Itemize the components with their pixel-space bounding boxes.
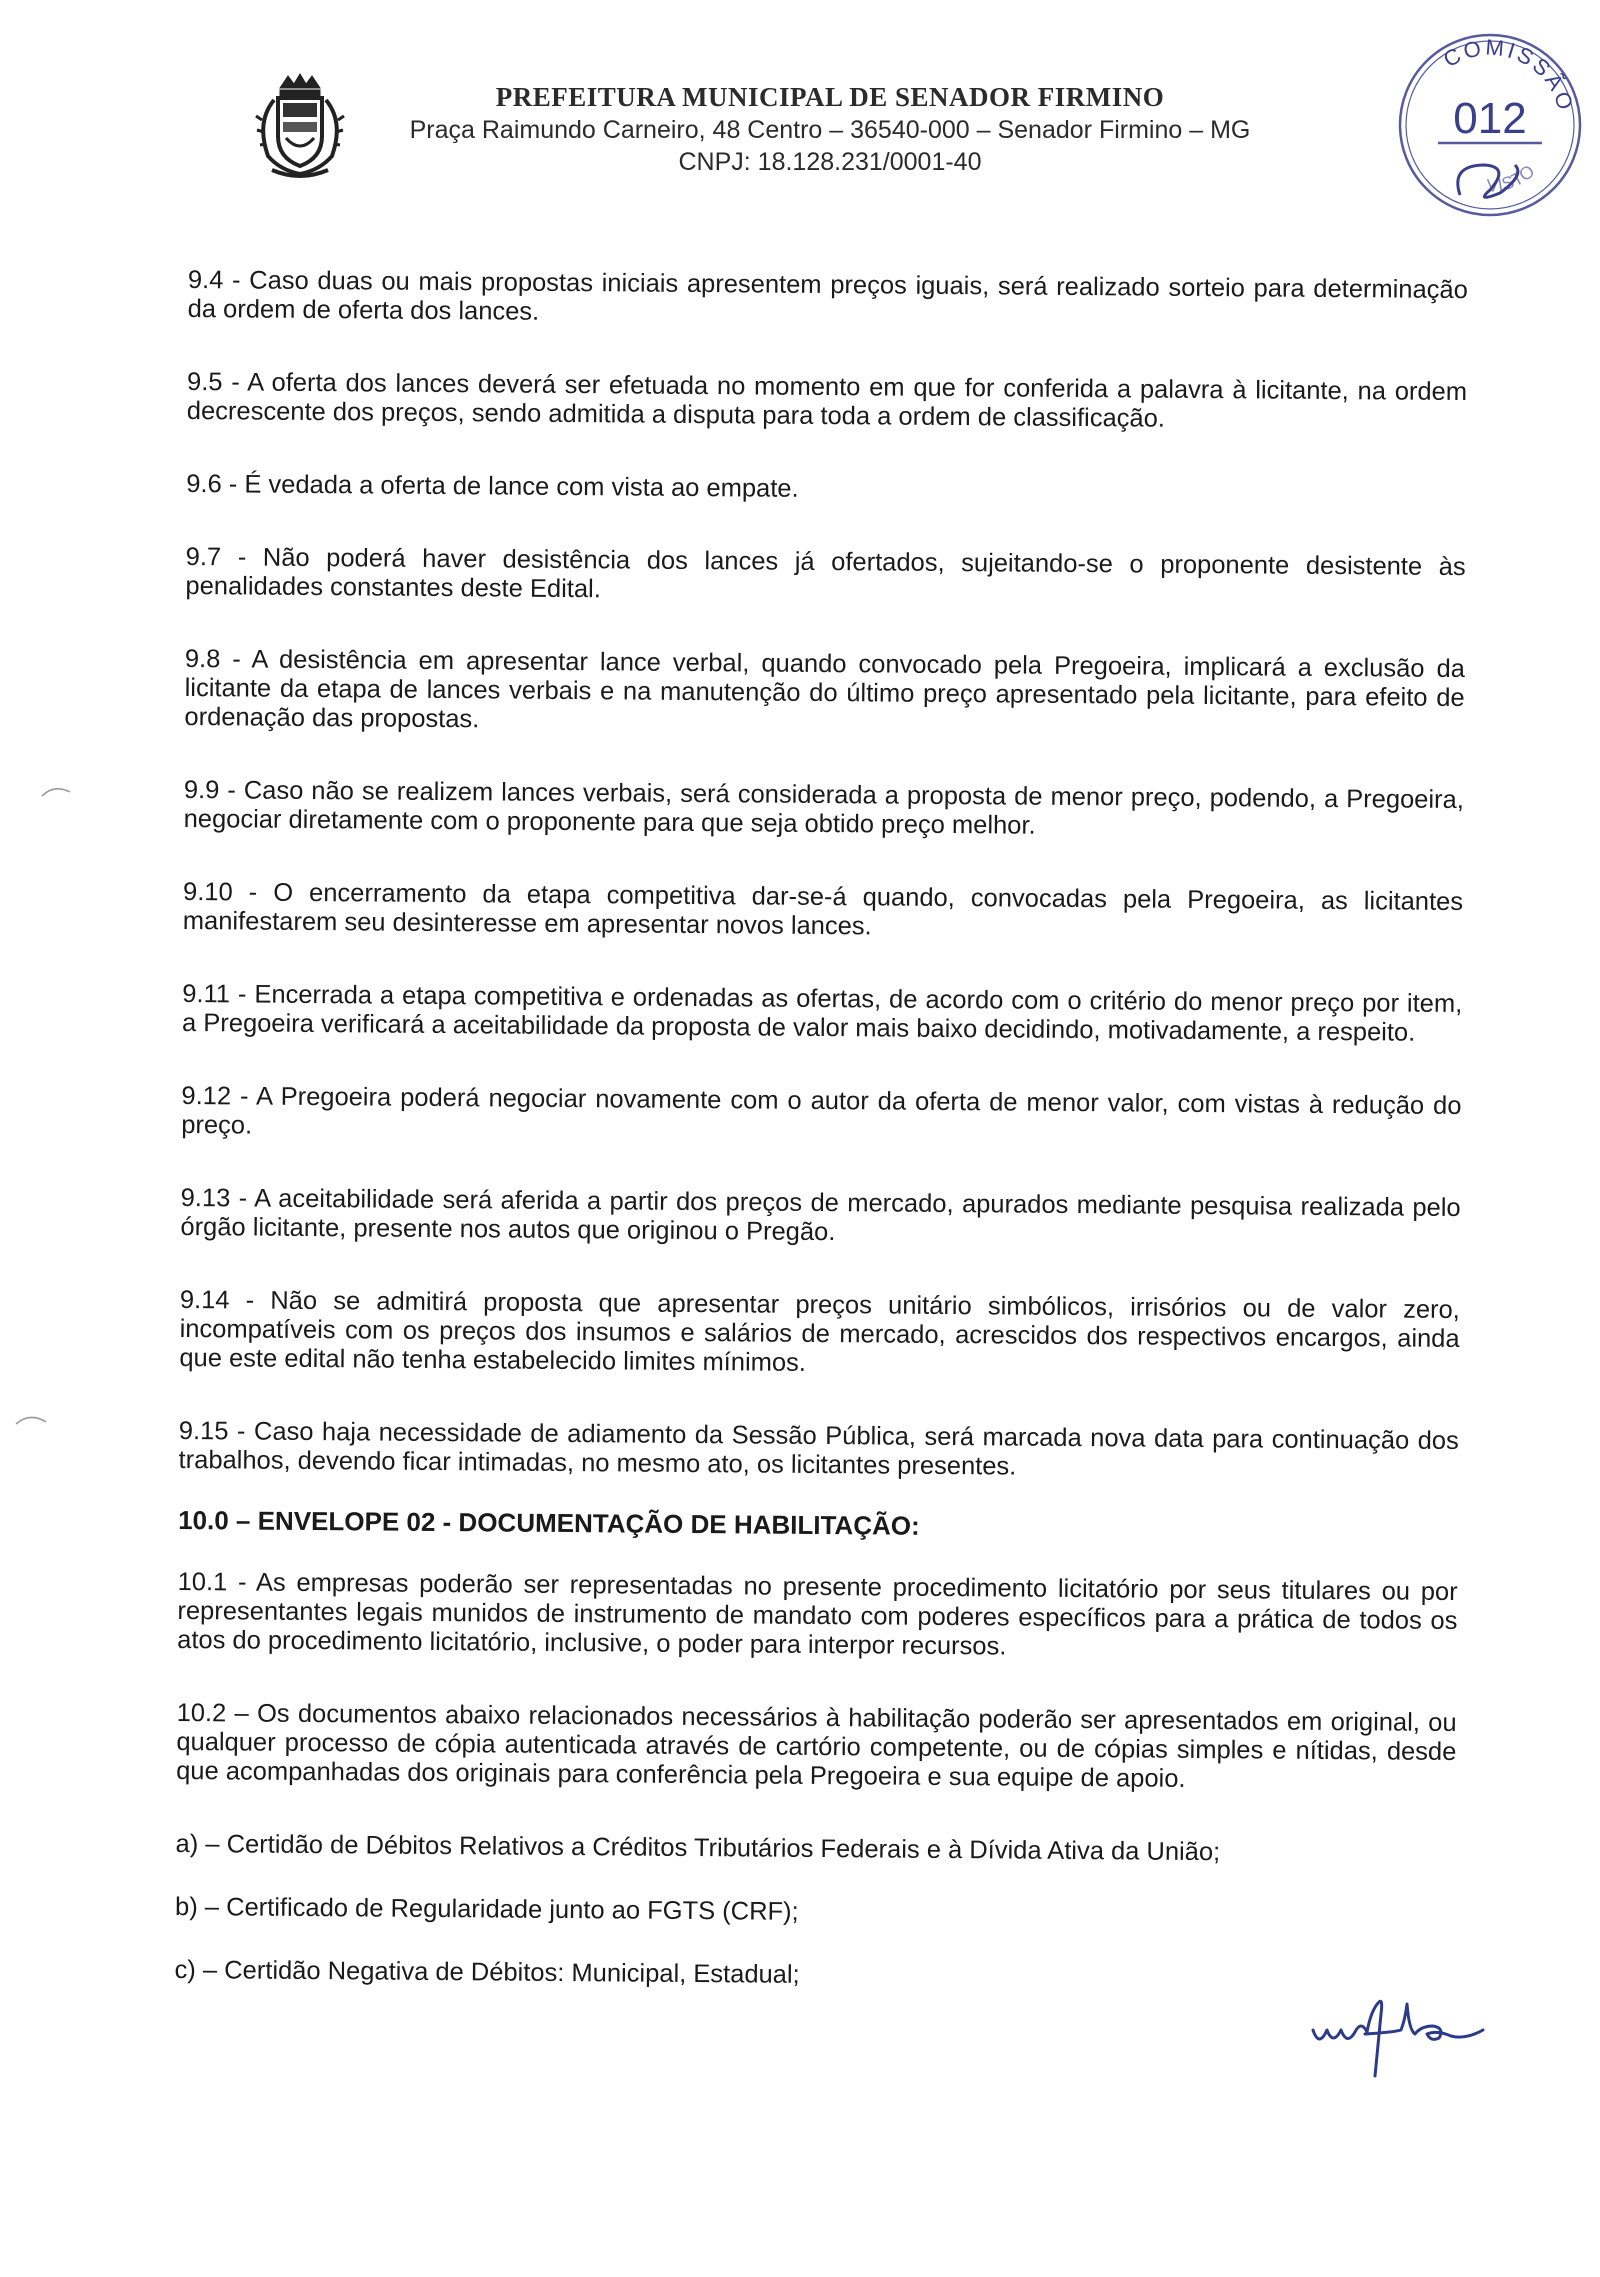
clause-9-13: 9.13 - A aceitabilidade será aferida a partir dos preços de mercado, apurados mediante pesquisa realizada pelo órgão licitante, presente nos autos que originou o Pregão.	[180, 1183, 1461, 1247]
clause-10-2: 10.2 – Os documentos abaixo relacionados necessários à habilitação poderão ser apresentados em original, ou qualquer processo de cópia autenticada através de cartório competente, ou de cópias simples e nítidas, desde que acompanhadas dos originais para conferência pela Pregoeira e sua equipe de apoio.	[176, 1698, 1457, 1793]
clause-9-10: 9.10 - O encerramento da etapa competitiva dar-se-á quando, convocadas pela Pregoeira, as licitantes manifestarem seu desinteresse em apresentar novos lances.	[182, 877, 1464, 941]
document-list-item: b) – Certificado de Regularidade junto ao FGTS (CRF);	[175, 1892, 799, 1926]
clause-9-9: 9.9 - Caso não se realizem lances verbais, será considerada a proposta de menor preço, podendo, a Pregoeira, negociar diretamente com o proponente para que seja obtido preço melhor.	[183, 775, 1464, 840]
municipality-name: PREFEITURA MUNICIPAL DE SENADOR FIRMINO	[495, 82, 1165, 112]
margin-mark-icon	[40, 782, 80, 802]
clause-9-6: 9.6 - É vedada a oferta de lance com vista ao empate.	[186, 469, 799, 503]
section-heading: 10.0 – ENVELOPE 02 - DOCUMENTAÇÃO DE HABILITAÇÃO:	[178, 1504, 920, 1541]
municipality-cnpj: CNPJ: 18.128.231/0001-40	[678, 148, 982, 176]
handwritten-signature	[1305, 1990, 1505, 2080]
document-body	[174, 266, 1468, 2029]
coat-of-arms-icon	[250, 70, 350, 182]
clause-9-7: 9.7 - Não poderá haver desistência dos lances já ofertados, sujeitando-se o proponente desistente às penalidades constantes deste Edital.	[185, 542, 1466, 604]
commission-stamp	[1390, 25, 1590, 225]
stamp-page-number: 012	[1453, 94, 1527, 143]
stamp-top-text: COMISSÃO	[1439, 34, 1579, 116]
clause-9-8: 9.8 - A desistência em apresentar lance verbal, quando convocado pela Pregoeira, implicará a exclusão da licitante da etapa de lances verbais e na manutenção do último preço apresentado pela licitante, para efeito de ordenação das propostas.	[184, 644, 1465, 734]
clause-9-4: 9.4 - Caso duas ou mais propostas iniciais apresentem preços iguais, será realizado sorteio para determinação da ordem de oferta dos lances.	[187, 266, 1468, 326]
letterhead-text	[370, 62, 1290, 177]
document-list-item: c) – Certidão Negativa de Débitos: Municipal, Estadual;	[174, 1955, 800, 1989]
letterhead	[250, 62, 1390, 192]
stamp-bottom-text: VISTO	[1486, 160, 1539, 196]
clause-9-5: 9.5 - A oferta dos lances deverá ser efetuada no momento em que for conferida a palavra à licitante, na ordem decrescente dos preços, sendo admitida a disputa para toda a ordem de classificação.	[186, 367, 1468, 433]
municipality-address: Praça Raimundo Carneiro, 48 Centro – 36540-000 – Senador Firmino – MG	[409, 116, 1251, 144]
clause-9-12: 9.12 - A Pregoeira poderá negociar novamente com o autor da oferta de menor valor, com vistas à redução do preço.	[181, 1081, 1462, 1140]
clause-10-1: 10.1 - As empresas poderão ser representadas no presente procedimento licitatório por seus titulares ou por representantes legais munidos de instrumento de mandato com poderes específicos para a prática de todos os atos do procedimento licitatório, inclusive, o poder para interpor recursos.	[177, 1567, 1458, 1661]
clause-9-14: 9.14 - Não se admitirá proposta que apresentar preços unitário simbólicos, irrisórios ou de valor zero, incompatíveis com os preços dos insumos e salários de mercado, acrescidos dos respectivos encargos, ainda que este edital não tenha estabelecido limites mínimos.	[179, 1285, 1460, 1377]
clause-9-11: 9.11 - Encerrada a etapa competitiva e ordenadas as ofertas, de acordo com o critério do menor preço por item, a Pregoeira verificará a aceitabilidade da proposta de valor mais baixo decidindo, motivadamente, a respeito.	[181, 979, 1463, 1047]
margin-mark-icon	[14, 1410, 54, 1430]
clause-9-15: 9.15 - Caso haja necessidade de adiamento da Sessão Pública, será marcada nova data para continuação dos trabalhos, devendo ficar intimadas, no mesmo ato, os licitantes presentes.	[178, 1416, 1459, 1481]
document-list-item: a) – Certidão de Débitos Relativos a Créditos Tributários Federais e à Dívida Ativa da União;	[175, 1829, 1221, 1867]
